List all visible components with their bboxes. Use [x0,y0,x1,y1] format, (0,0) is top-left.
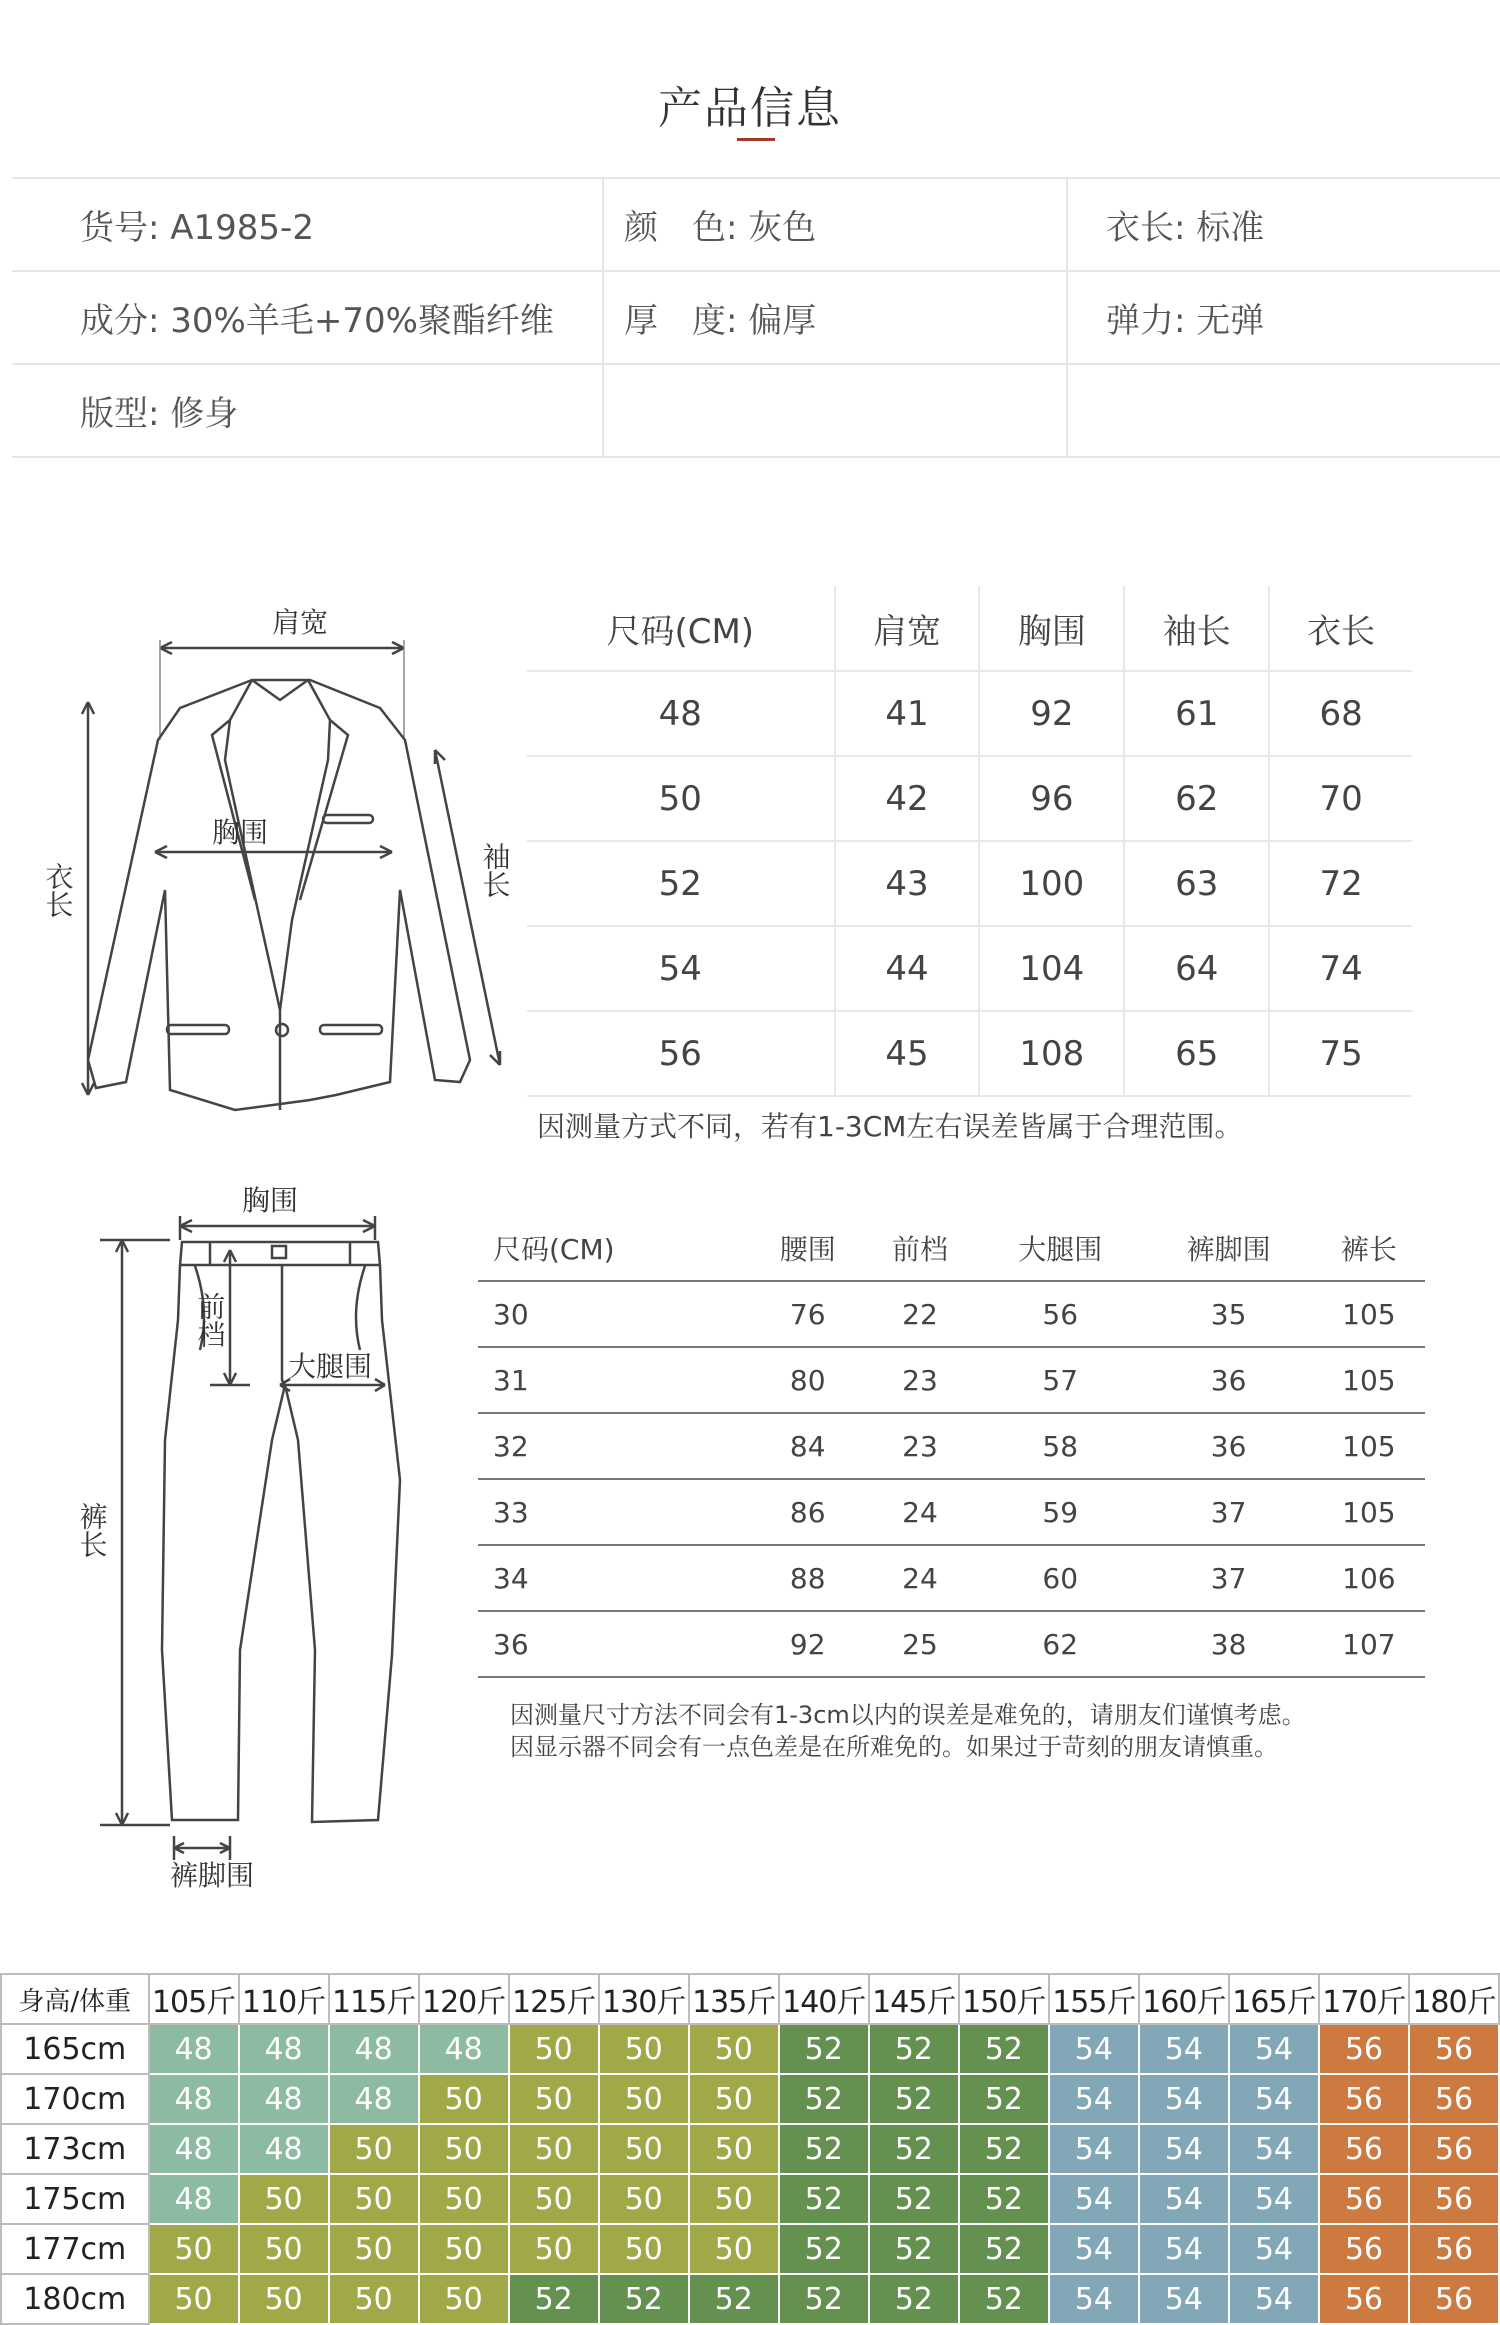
size-cell: 56 [1319,2174,1409,2224]
table-row [478,1413,1425,1479]
weight-header: 135斤 [689,1974,779,2024]
size-cell: 50 [329,2174,419,2224]
weight-header: 130斤 [599,1974,689,2024]
size-cell: 52 [779,2174,869,2224]
table-cell: 61 [1124,671,1269,756]
size-cell: 54 [1139,2124,1229,2174]
page-title: 产品信息 [658,83,842,134]
table-cell: 25 [864,1611,976,1677]
size-cell: 52 [779,2074,869,2124]
size-cell: 54 [1229,2174,1319,2224]
table-cell: 38 [1144,1611,1312,1677]
table-cell: 36 [478,1611,752,1677]
table-cell: 42 [835,756,980,841]
size-cell: 50 [419,2224,509,2274]
table-cell: 74 [1269,926,1412,1011]
pants-diagram [60,1180,460,1900]
size-cell: 52 [959,2124,1049,2174]
size-cell: 50 [239,2224,329,2274]
table-cell: 43 [835,841,980,926]
size-cell: 52 [959,2274,1049,2324]
size-cell: 56 [1319,2074,1409,2124]
size-cell: 48 [149,2174,239,2224]
table-cell: 107 [1313,1611,1425,1677]
size-cell: 54 [1049,2274,1139,2324]
column-header: 衣长 [1269,586,1412,671]
size-cell: 50 [419,2124,509,2174]
table-row [478,1479,1425,1545]
info-cell: 货号: A1985-2 [12,178,603,271]
size-cell: 52 [599,2274,689,2324]
size-cell: 50 [509,2074,599,2124]
size-cell: 50 [689,2224,779,2274]
size-cell: 50 [419,2174,509,2224]
size-cell: 50 [599,2124,689,2174]
size-cell: 50 [239,2274,329,2324]
size-cell: 52 [779,2124,869,2174]
table-row [527,926,1412,1011]
info-cell [1067,364,1500,457]
size-cell: 48 [149,2024,239,2074]
chest-label: 胸围 [211,816,269,849]
column-header: 前档 [864,1215,976,1281]
table-cell: 104 [979,926,1124,1011]
size-cell: 48 [419,2024,509,2074]
weight-header: 115斤 [329,1974,419,2024]
size-cell: 54 [1049,2024,1139,2074]
size-recommendation-grid [0,1973,1500,2325]
table-cell: 92 [979,671,1124,756]
size-cell: 54 [1139,2224,1229,2274]
table-cell: 44 [835,926,980,1011]
pants-note-1: 因测量尺寸方法不同会有1-3cm以内的误差是难免的，请朋友们谨慎考虑。 [510,1701,1306,1729]
info-cell: 版型: 修身 [12,364,603,457]
table-cell: 23 [864,1347,976,1413]
column-header: 肩宽 [835,586,980,671]
size-cell: 48 [149,2124,239,2174]
size-cell: 50 [509,2024,599,2074]
size-cell: 50 [329,2124,419,2174]
size-cell: 56 [1409,2024,1499,2074]
weight-header: 145斤 [869,1974,959,2024]
column-header: 裤长 [1313,1215,1425,1281]
table-row [478,1545,1425,1611]
size-cell: 54 [1049,2074,1139,2124]
size-cell: 52 [869,2274,959,2324]
hem-label: 裤脚围 [169,1859,255,1892]
table-cell: 24 [864,1479,976,1545]
size-cell: 56 [1319,2024,1409,2074]
jacket-diagram [30,590,520,1130]
size-cell: 50 [509,2224,599,2274]
size-cell: 56 [1319,2274,1409,2324]
table-cell: 45 [835,1011,980,1096]
table-cell: 100 [979,841,1124,926]
table-cell: 88 [752,1545,864,1611]
size-cell: 48 [329,2074,419,2124]
table-cell: 48 [527,671,835,756]
table-cell: 64 [1124,926,1269,1011]
table-cell: 75 [1269,1011,1412,1096]
size-cell: 50 [239,2174,329,2224]
info-cell: 厚 度: 偏厚 [603,271,1067,364]
size-cell: 54 [1229,2274,1319,2324]
weight-header: 160斤 [1139,1974,1229,2024]
weight-header: 150斤 [959,1974,1049,2024]
table-cell: 76 [752,1281,864,1347]
size-cell: 54 [1049,2124,1139,2174]
weight-header: 155斤 [1049,1974,1139,2024]
size-cell: 52 [779,2224,869,2274]
size-cell: 56 [1409,2274,1499,2324]
size-cell: 50 [599,2074,689,2124]
size-cell: 48 [239,2074,329,2124]
size-cell: 50 [599,2174,689,2224]
weight-header: 180斤 [1409,1974,1499,2024]
table-cell: 59 [976,1479,1144,1545]
size-cell: 54 [1229,2224,1319,2274]
size-cell: 50 [509,2174,599,2224]
size-cell: 50 [689,2174,779,2224]
info-row [12,178,1500,271]
size-cell: 56 [1409,2124,1499,2174]
size-cell: 52 [959,2074,1049,2124]
table-cell: 108 [979,1011,1124,1096]
size-cell: 54 [1139,2024,1229,2074]
info-row [12,271,1500,364]
grid-corner-header: 身高/体重 [1,1974,149,2024]
weight-header: 105斤 [149,1974,239,2024]
size-cell: 52 [869,2224,959,2274]
table-cell: 84 [752,1413,864,1479]
size-cell: 48 [329,2024,419,2074]
size-cell: 56 [1409,2074,1499,2124]
table-row [527,671,1412,756]
table-cell: 58 [976,1413,1144,1479]
pants-length-label: 裤长 [75,1502,109,1558]
column-header: 裤脚围 [1144,1215,1312,1281]
table-cell: 57 [976,1347,1144,1413]
table-row [478,1347,1425,1413]
table-row [527,1011,1412,1096]
size-cell: 52 [689,2274,779,2324]
size-cell: 52 [959,2174,1049,2224]
sleeve-label: 袖长 [478,842,512,898]
size-cell: 50 [689,2074,779,2124]
size-cell: 56 [1319,2124,1409,2174]
size-cell: 54 [1049,2224,1139,2274]
grid-row [1,2224,1499,2274]
size-cell: 52 [959,2024,1049,2074]
table-cell: 92 [752,1611,864,1677]
grid-row [1,2124,1499,2174]
column-header: 大腿围 [976,1215,1144,1281]
size-cell: 56 [1319,2224,1409,2274]
table-cell: 68 [1269,671,1412,756]
size-cell: 52 [869,2024,959,2074]
weight-header: 140斤 [779,1974,869,2024]
table-cell: 31 [478,1347,752,1413]
size-cell: 52 [869,2174,959,2224]
weight-header: 120斤 [419,1974,509,2024]
size-cell: 50 [599,2024,689,2074]
table-cell: 56 [976,1281,1144,1347]
grid-row [1,2174,1499,2224]
size-cell: 54 [1229,2124,1319,2174]
size-cell: 50 [149,2274,239,2324]
table-cell: 62 [1124,756,1269,841]
jacket-size-table [527,586,1412,1097]
info-cell: 颜 色: 灰色 [603,178,1067,271]
size-cell: 52 [869,2124,959,2174]
info-cell [603,364,1067,457]
size-cell: 50 [419,2074,509,2124]
size-cell: 54 [1229,2024,1319,2074]
size-cell: 54 [1139,2074,1229,2124]
table-cell: 36 [1144,1413,1312,1479]
waist-label: 胸围 [241,1184,299,1217]
table-cell: 60 [976,1545,1144,1611]
table-cell: 70 [1269,756,1412,841]
weight-header: 170斤 [1319,1974,1409,2024]
table-header-row [478,1215,1425,1281]
size-cell: 50 [689,2024,779,2074]
size-cell: 50 [599,2224,689,2274]
table-cell: 105 [1313,1479,1425,1545]
height-header: 180cm [1,2274,149,2324]
title-underline [737,138,775,141]
thigh-label: 大腿围 [287,1350,373,1383]
table-cell: 105 [1313,1413,1425,1479]
table-cell: 33 [478,1479,752,1545]
weight-header: 165斤 [1229,1974,1319,2024]
table-row [527,841,1412,926]
size-cell: 52 [779,2274,869,2324]
length-label: 衣长 [41,862,75,918]
product-info-table [12,177,1500,458]
table-cell: 86 [752,1479,864,1545]
table-cell: 96 [979,756,1124,841]
size-cell: 52 [959,2224,1049,2274]
table-cell: 50 [527,756,835,841]
height-header: 177cm [1,2224,149,2274]
table-row [478,1281,1425,1347]
table-cell: 36 [1144,1347,1312,1413]
table-cell: 80 [752,1347,864,1413]
column-header: 袖长 [1124,586,1269,671]
column-header: 尺码(CM) [478,1215,752,1281]
shoulder-label: 肩宽 [271,606,329,639]
height-header: 165cm [1,2024,149,2074]
table-cell: 37 [1144,1545,1312,1611]
height-header: 173cm [1,2124,149,2174]
size-cell: 52 [779,2024,869,2074]
size-cell: 54 [1229,2074,1319,2124]
column-header: 尺码(CM) [527,586,835,671]
jacket-measure-note: 因测量方式不同，若有1-3CM左右误差皆属于合理范围。 [537,1110,1243,1143]
grid-row [1,2274,1499,2324]
table-cell: 24 [864,1545,976,1611]
table-header-row [527,586,1412,671]
grid-row [1,2024,1499,2074]
size-cell: 50 [149,2224,239,2274]
table-cell: 52 [527,841,835,926]
size-cell: 50 [419,2274,509,2324]
size-cell: 52 [509,2274,599,2324]
size-cell: 50 [509,2124,599,2174]
size-cell: 54 [1139,2174,1229,2224]
size-cell: 50 [329,2224,419,2274]
table-cell: 62 [976,1611,1144,1677]
pants-size-table [478,1215,1425,1678]
weight-header: 110斤 [239,1974,329,2024]
table-row [527,756,1412,841]
info-cell: 成分: 30%羊毛+70%聚酯纤维 [12,271,603,364]
pants-note-2: 因显示器不同会有一点色差是在所难免的。如果过于苛刻的朋友请慎重。 [510,1733,1278,1761]
info-cell: 弹力: 无弹 [1067,271,1500,364]
size-cell: 54 [1049,2174,1139,2224]
size-cell: 50 [689,2124,779,2174]
table-cell: 37 [1144,1479,1312,1545]
table-cell: 35 [1144,1281,1312,1347]
table-cell: 105 [1313,1281,1425,1347]
table-cell: 54 [527,926,835,1011]
height-header: 170cm [1,2074,149,2124]
weight-header: 125斤 [509,1974,599,2024]
table-cell: 22 [864,1281,976,1347]
table-cell: 30 [478,1281,752,1347]
table-cell: 41 [835,671,980,756]
info-cell: 衣长: 标准 [1067,178,1500,271]
rise-label: 前档 [193,1292,227,1348]
table-cell: 56 [527,1011,835,1096]
table-cell: 105 [1313,1347,1425,1413]
size-cell: 48 [239,2124,329,2174]
table-row [478,1611,1425,1677]
column-header: 腰围 [752,1215,864,1281]
size-cell: 56 [1409,2174,1499,2224]
height-header: 175cm [1,2174,149,2224]
table-cell: 106 [1313,1545,1425,1611]
table-cell: 23 [864,1413,976,1479]
size-cell: 50 [329,2274,419,2324]
size-cell: 48 [239,2024,329,2074]
table-cell: 65 [1124,1011,1269,1096]
size-cell: 48 [149,2074,239,2124]
grid-row [1,2074,1499,2124]
size-cell: 56 [1409,2224,1499,2274]
size-cell: 52 [869,2074,959,2124]
table-cell: 34 [478,1545,752,1611]
table-cell: 63 [1124,841,1269,926]
info-row [12,364,1500,457]
table-cell: 32 [478,1413,752,1479]
table-cell: 72 [1269,841,1412,926]
column-header: 胸围 [979,586,1124,671]
size-cell: 54 [1139,2274,1229,2324]
